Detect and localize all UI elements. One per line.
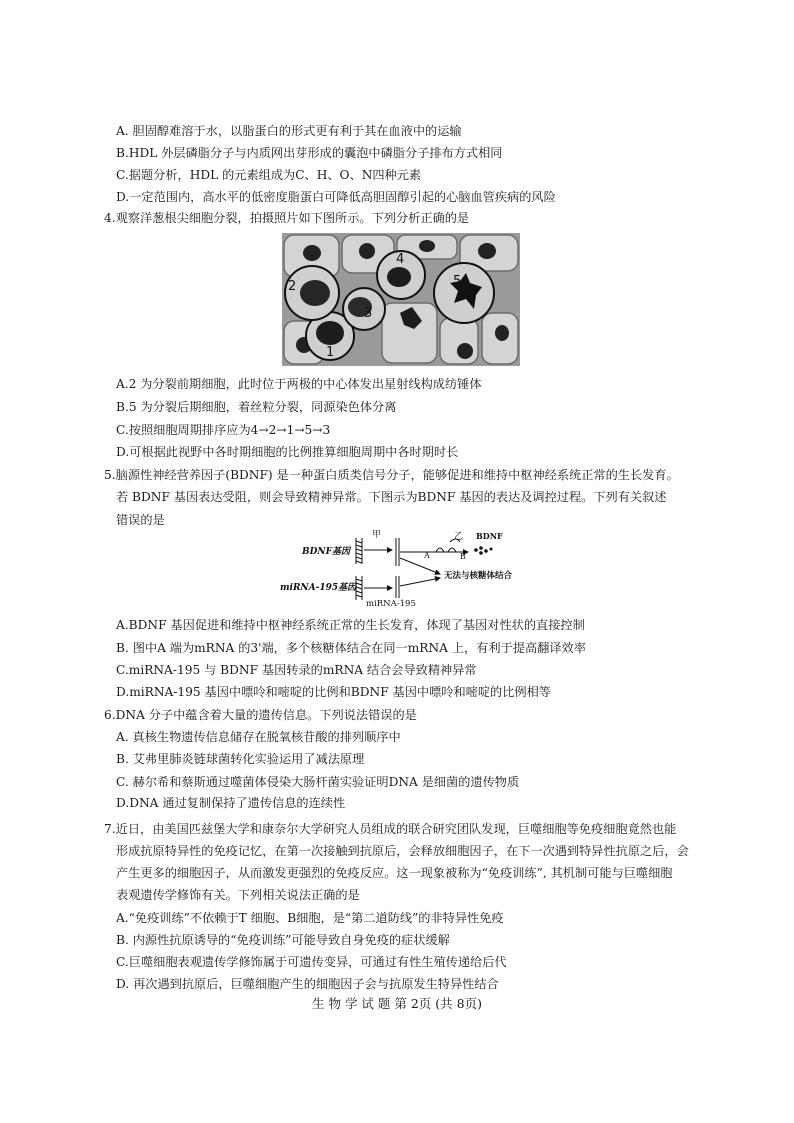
- q7-option-d: D. 再次遇到抗原后，巨噬细胞产生的细胞因子会与抗原发生特异性结合: [116, 977, 499, 991]
- q7-stem-line1: 7.近日，由美国匹兹堡大学和康奈尔大学研究人员组成的联合研究团队发现，巨噬细胞等免疫细胞竟然也能: [104, 822, 677, 836]
- label-no-ribosome: 无法与核糖体结合: [444, 571, 513, 581]
- q5-option-b: B. 图中A 端为mRNA 的3'端，多个核糖体结合在同一mRNA 上，有利于提高翻译效率: [116, 641, 586, 655]
- photo-label-2: 2: [288, 279, 297, 294]
- label-end-a: A: [424, 551, 430, 560]
- photo-label-4: 4: [396, 252, 405, 267]
- label-mirna195: miRNA-195: [366, 599, 416, 609]
- q4-option-c: C.按照细胞周期排序应为4→2→1→5→3: [116, 423, 331, 437]
- q3-option-c: C.据题分析，HDL 的元素组成为C、H、O、N四种元素: [116, 168, 422, 182]
- q6-option-d: D.DNA 通过复制保持了遗传信息的连续性: [116, 796, 346, 810]
- q5-option-c: C.miRNA-195 与 BDNF 基因转录的mRNA 结合会导致精神异常: [116, 663, 477, 677]
- q4-option-d: D.可根据此视野中各时期细胞的比例推算细胞周期中各时期时长: [116, 445, 459, 459]
- label-bdnf-gene: BDNF基因: [302, 547, 351, 557]
- q6-option-c: C. 赫尔希和蔡斯通过噬菌体侵染大肠杆菌实验证明DNA 是细菌的遗传物质: [116, 775, 520, 789]
- photo-label-5: 5: [453, 274, 462, 289]
- photo-label-1: 1: [326, 345, 335, 360]
- q7-stem-line3: 产生更多的细胞因子，从而激发更强烈的免疫反应。这一现象被称为“免疫训练”, 其机制可能与巨噬细胞: [116, 866, 673, 880]
- q4-stem: 4.观察洋葱根尖细胞分裂，拍摄照片如下图所示。下列分析正确的是: [104, 211, 470, 225]
- label-end-b: B: [460, 552, 466, 561]
- page-footer: 生 物 学 试 题 第 2页 (共 8页): [312, 996, 482, 1011]
- label-bdnf-protein: BDNF: [476, 531, 503, 541]
- q6-option-b: B. 艾弗里肺炎链球菌转化实验运用了减法原理: [116, 752, 365, 766]
- q7-option-b: B. 内源性抗原诱导的“免疫训练”可能导致自身免疫的症状缓解: [116, 933, 450, 947]
- q5-option-a: A.BDNF 基因促进和维持中枢神经系统正常的生长发育，体现了基因对性状的直接控制: [116, 618, 585, 632]
- q7-stem-line2: 形成抗原特异性的免疫记忆，在第一次接触到抗原后，会释放细胞因子，在下一次遇到特异性抗原之后，会: [116, 844, 689, 858]
- q5-option-d: D.miRNA-195 基因中嘌呤和嘧啶的比例和BDNF 基因中嘌呤和嘧啶的比例相等: [116, 685, 551, 699]
- q7-option-a: A.“免疫训练”不依赖于T 细胞、B细胞，是“第二道防线”的非特异性免疫: [116, 911, 504, 925]
- q5-stem-line1: 5.脑源性神经营养因子(BDNF) 是一种蛋白质类信号分子，能够促进和维持中枢神经系统正常的生长发育。: [104, 468, 679, 482]
- label-mirna-gene: miRNA-195基因: [280, 583, 357, 593]
- photo-label-3: 3: [364, 306, 373, 321]
- q4-micrograph: [282, 233, 520, 366]
- label-yi: 乙: [454, 532, 464, 542]
- q5-stem-line2: 若 BDNF 基因表达受阻，则会导致精神异常。下图示为BDNF 基因的表达及调控过程。下列有关叙述: [116, 490, 667, 504]
- q6-stem: 6.DNA 分子中蕴含着大量的遗传信息。下列说法错误的是: [104, 708, 417, 722]
- q5-stem-line3: 错误的是: [116, 513, 165, 527]
- q3-option-d: D.一定范围内，高水平的低密度脂蛋白可降低高胆固醇引起的心脑血管疾病的风险: [116, 190, 556, 204]
- q5-gene-expression-diagram: [280, 528, 520, 610]
- q3-option-a: A. 胆固醇难溶于水，以脂蛋白的形式更有利于其在血液中的运输: [116, 124, 462, 138]
- q7-stem-line4: 表观遗传学修饰有关。下列相关说法正确的是: [116, 888, 360, 902]
- q4-option-a: A.2 为分裂前期细胞，此时位于两极的中心体发出星射线构成纺锤体: [116, 377, 482, 391]
- q6-option-a: A. 真核生物遗传信息储存在脱氧核苷酸的排列顺序中: [116, 730, 401, 744]
- label-jia: 甲: [372, 530, 382, 540]
- q7-option-c: C.巨噬细胞表观遗传学修饰属于可遗传变异，可通过有性生殖传递给后代: [116, 955, 507, 969]
- q3-option-b: B.HDL 外层磷脂分子与内质网出芽形成的囊泡中磷脂分子排布方式相同: [116, 146, 503, 160]
- q4-option-b: B.5 为分裂后期细胞，着丝粒分裂，同源染色体分离: [116, 400, 397, 414]
